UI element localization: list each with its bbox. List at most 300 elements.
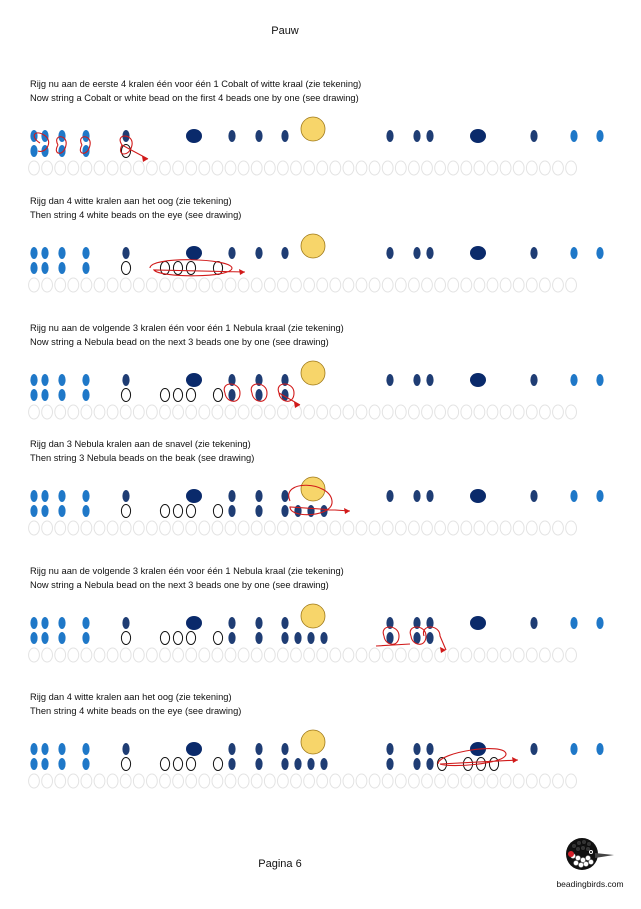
ghost-bead (343, 774, 354, 788)
ghost-bead (173, 161, 184, 175)
blue-bead (41, 374, 48, 386)
nebula-bead (281, 505, 288, 517)
nebula-bead (228, 505, 235, 517)
blue-bead (82, 247, 89, 259)
nebula-bead (228, 632, 235, 644)
white-bead (186, 505, 195, 518)
ghost-bead (422, 278, 433, 292)
ghost-bead (133, 278, 144, 292)
blue-bead (596, 247, 603, 259)
blue-bead (58, 247, 65, 259)
step-4-bead-diagram (0, 459, 641, 549)
ghost-bead (448, 521, 459, 535)
yellow-eye-bead (301, 117, 325, 141)
blue-bead (596, 374, 603, 386)
ghost-bead (291, 278, 302, 292)
ghost-bead (186, 161, 197, 175)
ghost-bead (304, 405, 315, 419)
ghost-bead (147, 161, 158, 175)
ghost-bead (395, 405, 406, 419)
step-2 (0, 196, 641, 316)
page-title: Pauw (271, 25, 299, 37)
ghost-bead (356, 774, 367, 788)
ghost-bead (29, 405, 40, 419)
white-bead (160, 632, 169, 645)
step-4-instruction-en: Then string 3 Nebula beads on the beak (see drawing) (30, 453, 255, 463)
ghost-bead (553, 278, 564, 292)
ghost-bead (107, 648, 118, 662)
white-bead (213, 632, 222, 645)
ghost-bead (199, 278, 210, 292)
white-bead (121, 632, 130, 645)
nebula-bead (122, 490, 129, 502)
white-bead (173, 632, 182, 645)
ghost-bead (251, 405, 262, 419)
brand-logo[interactable] (552, 832, 628, 889)
ghost-bead (513, 405, 524, 419)
ghost-bead (304, 648, 315, 662)
ghost-bead (553, 161, 564, 175)
blue-bead (41, 389, 48, 401)
step-3-bead-diagram (0, 343, 641, 433)
ghost-bead (487, 405, 498, 419)
ghost-bead (42, 521, 53, 535)
ghost-bead (160, 278, 171, 292)
ghost-bead (225, 161, 236, 175)
blue-bead (41, 617, 48, 629)
nebula-bead (281, 632, 288, 644)
white-bead (160, 505, 169, 518)
white-bead (121, 262, 130, 275)
ghost-bead (461, 405, 472, 419)
top-bead-row (30, 361, 603, 387)
cobalt-bead-large (470, 246, 486, 260)
blue-bead (570, 247, 577, 259)
ghost-bead (173, 648, 184, 662)
nebula-bead (530, 130, 537, 142)
ghost-bead (120, 161, 131, 175)
step-6-instruction-nl: Rijg dan 4 witte kralen aan het oog (zie tekening) (30, 692, 232, 702)
ghost-bead (160, 521, 171, 535)
blue-bead (596, 130, 603, 142)
ghost-bead (55, 405, 66, 419)
ghost-bead (422, 774, 433, 788)
ghost-bead (147, 278, 158, 292)
ghost-bead (42, 278, 53, 292)
nebula-bead (255, 617, 262, 629)
blue-bead (41, 247, 48, 259)
ghost-bead (55, 774, 66, 788)
ghost-bead (369, 405, 380, 419)
nebula-bead (255, 130, 262, 142)
ghost-bead (461, 521, 472, 535)
ghost-bead (68, 161, 79, 175)
ghost-bead (186, 405, 197, 419)
nebula-bead (228, 617, 235, 629)
yellow-eye-bead (301, 730, 325, 754)
ghost-bead (330, 278, 341, 292)
ghost-bead (133, 161, 144, 175)
cobalt-bead-large (186, 246, 202, 260)
white-bead (463, 758, 472, 771)
ghost-bead (395, 521, 406, 535)
ghost-bead-row (29, 521, 577, 535)
blue-bead (30, 145, 37, 157)
ghost-bead (68, 521, 79, 535)
ghost-bead (356, 278, 367, 292)
ghost-bead (251, 278, 262, 292)
step-6-instruction-en: Then string 4 white beads on the eye (see drawing) (30, 706, 242, 716)
ghost-bead (317, 278, 328, 292)
ghost-bead (278, 521, 289, 535)
ghost-bead (304, 774, 315, 788)
ghost-bead (553, 774, 564, 788)
ghost-bead (225, 278, 236, 292)
ghost-bead (448, 405, 459, 419)
nebula-bead (255, 758, 262, 770)
ghost-bead (238, 648, 249, 662)
ghost-bead (55, 278, 66, 292)
blue-bead (82, 145, 89, 157)
blue-bead (41, 632, 48, 644)
blue-bead (41, 490, 48, 502)
blue-bead (58, 743, 65, 755)
ghost-bead (395, 278, 406, 292)
ghost-bead (474, 521, 485, 535)
ghost-bead (487, 278, 498, 292)
ghost-bead (278, 648, 289, 662)
nebula-bead (530, 743, 537, 755)
ghost-bead (251, 161, 262, 175)
ghost-bead (474, 405, 485, 419)
nebula-bead (281, 743, 288, 755)
top-bead-row (30, 730, 603, 756)
blue-bead (82, 505, 89, 517)
thread-arrowhead (512, 757, 518, 763)
ghost-bead (291, 161, 302, 175)
cobalt-bead-large (186, 373, 202, 387)
ghost-bead (422, 161, 433, 175)
nebula-bead (294, 758, 301, 770)
blue-bead (570, 617, 577, 629)
ghost-bead (409, 405, 420, 419)
ghost-bead (317, 405, 328, 419)
nebula-bead (122, 374, 129, 386)
ghost-bead (474, 161, 485, 175)
ghost-bead (395, 161, 406, 175)
ghost-bead (540, 405, 551, 419)
ghost-bead (278, 774, 289, 788)
ghost-bead (317, 774, 328, 788)
ghost-bead (81, 648, 92, 662)
ghost-bead (120, 648, 131, 662)
ghost-bead (94, 161, 105, 175)
ghost-bead (343, 648, 354, 662)
blue-bead (82, 490, 89, 502)
ghost-bead (487, 161, 498, 175)
ghost-bead (461, 648, 472, 662)
ghost-bead (107, 278, 118, 292)
current-bead-row (30, 632, 433, 645)
nebula-bead (281, 247, 288, 259)
ghost-bead (42, 161, 53, 175)
nebula-bead (386, 374, 393, 386)
blue-bead (82, 758, 89, 770)
nebula-bead (122, 247, 129, 259)
ghost-bead (107, 774, 118, 788)
blue-bead (58, 505, 65, 517)
step-1-instruction-en: Now string a Cobalt or white bead on the first 4 beads one by one (see drawing) (30, 93, 359, 103)
blue-bead (58, 758, 65, 770)
ghost-bead (435, 521, 446, 535)
ghost-bead (553, 405, 564, 419)
ghost-bead (500, 278, 511, 292)
top-bead-row (30, 117, 603, 143)
ghost-bead (553, 521, 564, 535)
nebula-bead (530, 490, 537, 502)
ghost-bead (186, 648, 197, 662)
ghost-bead (147, 648, 158, 662)
nebula-bead (386, 758, 393, 770)
ghost-bead (212, 648, 223, 662)
ghost-bead (500, 161, 511, 175)
ghost-bead (343, 161, 354, 175)
ghost-bead (120, 774, 131, 788)
blue-bead (30, 262, 37, 274)
blue-bead (58, 389, 65, 401)
ghost-bead (212, 278, 223, 292)
blue-bead (82, 632, 89, 644)
blue-bead (82, 389, 89, 401)
yellow-eye-bead (301, 234, 325, 258)
nebula-bead (426, 490, 433, 502)
woodpecker-bead-icon (562, 832, 618, 878)
ghost-bead (160, 161, 171, 175)
nebula-bead (386, 743, 393, 755)
top-bead-row (30, 234, 603, 260)
ghost-bead (199, 774, 210, 788)
white-bead (121, 758, 130, 771)
ghost-bead (395, 774, 406, 788)
ghost-bead (304, 521, 315, 535)
ghost-bead (382, 521, 393, 535)
ghost-bead (566, 278, 577, 292)
nebula-bead (413, 247, 420, 259)
ghost-bead (199, 405, 210, 419)
ghost-bead (500, 521, 511, 535)
nebula-bead (228, 743, 235, 755)
blue-bead (570, 374, 577, 386)
blue-bead (30, 389, 37, 401)
ghost-bead (566, 405, 577, 419)
white-bead (213, 262, 222, 275)
ghost-bead (251, 774, 262, 788)
ghost-bead (147, 521, 158, 535)
ghost-bead (526, 278, 537, 292)
cobalt-bead-large (186, 129, 202, 143)
step-3 (0, 323, 641, 443)
ghost-bead (304, 278, 315, 292)
ghost-bead (526, 405, 537, 419)
ghost-bead (487, 648, 498, 662)
blue-bead (82, 374, 89, 386)
ghost-bead (173, 774, 184, 788)
step-2-instruction-nl: Rijg dan 4 witte kralen aan het oog (zie tekening) (30, 196, 232, 206)
blue-bead (30, 247, 37, 259)
ghost-bead (448, 278, 459, 292)
ghost-bead (526, 774, 537, 788)
nebula-bead (294, 632, 301, 644)
ghost-bead (225, 521, 236, 535)
ghost-bead (251, 521, 262, 535)
nebula-bead (122, 617, 129, 629)
blue-bead (58, 490, 65, 502)
step-6 (0, 692, 641, 812)
ghost-bead (199, 521, 210, 535)
logo-text: beadingbirds.com (556, 879, 624, 889)
ghost-bead (29, 278, 40, 292)
ghost-bead (540, 774, 551, 788)
ghost-bead (382, 161, 393, 175)
blue-bead (596, 490, 603, 502)
thread-path (34, 133, 148, 162)
ghost-bead (120, 521, 131, 535)
ghost-bead (238, 774, 249, 788)
ghost-bead (107, 521, 118, 535)
ghost-bead (291, 521, 302, 535)
ghost-bead (186, 278, 197, 292)
ghost-bead (409, 521, 420, 535)
yellow-eye-bead (301, 604, 325, 628)
thread-line (34, 133, 148, 159)
ghost-bead (474, 278, 485, 292)
ghost-bead (55, 648, 66, 662)
step-5 (0, 566, 641, 686)
ghost-bead-row (29, 278, 577, 292)
ghost-bead (435, 161, 446, 175)
ghost-bead (526, 648, 537, 662)
cobalt-bead-large (186, 489, 202, 503)
yellow-eye-bead (301, 361, 325, 385)
ghost-bead (566, 521, 577, 535)
ghost-bead (68, 278, 79, 292)
ghost-bead (81, 405, 92, 419)
nebula-bead (320, 758, 327, 770)
step-1-instruction-nl: Rijg nu aan de eerste 4 kralen één voor één 1 Cobalt of witte kraal (zie tekening) (30, 79, 362, 89)
ghost-bead (94, 648, 105, 662)
ghost-bead (133, 648, 144, 662)
cobalt-bead-large (186, 742, 202, 756)
ghost-bead (540, 521, 551, 535)
ghost-bead (81, 521, 92, 535)
ghost-bead (147, 405, 158, 419)
blue-bead (41, 743, 48, 755)
white-bead (160, 758, 169, 771)
ghost-bead (474, 774, 485, 788)
ghost-bead (422, 521, 433, 535)
ghost-bead (264, 405, 275, 419)
ghost-bead (55, 161, 66, 175)
ghost-bead (500, 774, 511, 788)
blue-bead (41, 505, 48, 517)
ghost-bead (330, 161, 341, 175)
ghost-bead (356, 648, 367, 662)
ghost-bead (382, 774, 393, 788)
white-bead (160, 389, 169, 402)
ghost-bead (173, 521, 184, 535)
step-5-instruction-en: Now string a Nebula bead on the next 3 beads one by one (see drawing) (30, 580, 329, 590)
nebula-bead (294, 505, 301, 517)
ghost-bead (461, 774, 472, 788)
ghost-bead (94, 405, 105, 419)
ghost-bead (566, 648, 577, 662)
ghost-bead (212, 405, 223, 419)
ghost-bead (107, 161, 118, 175)
ghost-bead (317, 161, 328, 175)
ghost-bead (448, 648, 459, 662)
blue-bead (570, 743, 577, 755)
nebula-bead (255, 743, 262, 755)
white-bead (489, 758, 498, 771)
nebula-bead (413, 758, 420, 770)
ghost-bead (212, 774, 223, 788)
ghost-bead (81, 161, 92, 175)
nebula-bead (386, 490, 393, 502)
ghost-bead (264, 521, 275, 535)
ghost-bead (566, 161, 577, 175)
ghost-bead (382, 648, 393, 662)
step-1-bead-diagram (0, 99, 641, 189)
nebula-bead (413, 374, 420, 386)
ghost-bead (369, 521, 380, 535)
cobalt-bead-large (470, 129, 486, 143)
ghost-bead (540, 648, 551, 662)
white-bead (213, 389, 222, 402)
nebula-bead (228, 130, 235, 142)
ghost-bead (94, 278, 105, 292)
step-2-instruction-en: Then string 4 white beads on the eye (see drawing) (30, 210, 242, 220)
ghost-bead (68, 648, 79, 662)
white-bead (186, 389, 195, 402)
ghost-bead (435, 278, 446, 292)
ghost-bead (199, 161, 210, 175)
current-bead-row (30, 262, 222, 275)
blue-bead (570, 490, 577, 502)
blue-bead (41, 758, 48, 770)
ghost-bead (513, 161, 524, 175)
ghost-bead (133, 405, 144, 419)
ghost-bead (147, 774, 158, 788)
nebula-bead (255, 247, 262, 259)
step-1 (0, 79, 641, 199)
ghost-bead (553, 648, 564, 662)
ghost-bead (435, 405, 446, 419)
step-5-instruction-nl: Rijg nu aan de volgende 3 kralen één voor één 1 Nebula kraal (zie tekening) (30, 566, 344, 576)
ghost-bead (566, 774, 577, 788)
blue-bead (596, 617, 603, 629)
ghost-bead (487, 774, 498, 788)
white-bead (121, 505, 130, 518)
nebula-bead (386, 247, 393, 259)
ghost-bead (94, 774, 105, 788)
current-bead-row (30, 505, 327, 518)
blue-bead (82, 617, 89, 629)
nebula-bead (426, 743, 433, 755)
ghost-bead (540, 278, 551, 292)
step-6-bead-diagram (0, 712, 641, 802)
ghost-bead (304, 161, 315, 175)
nebula-bead (228, 758, 235, 770)
